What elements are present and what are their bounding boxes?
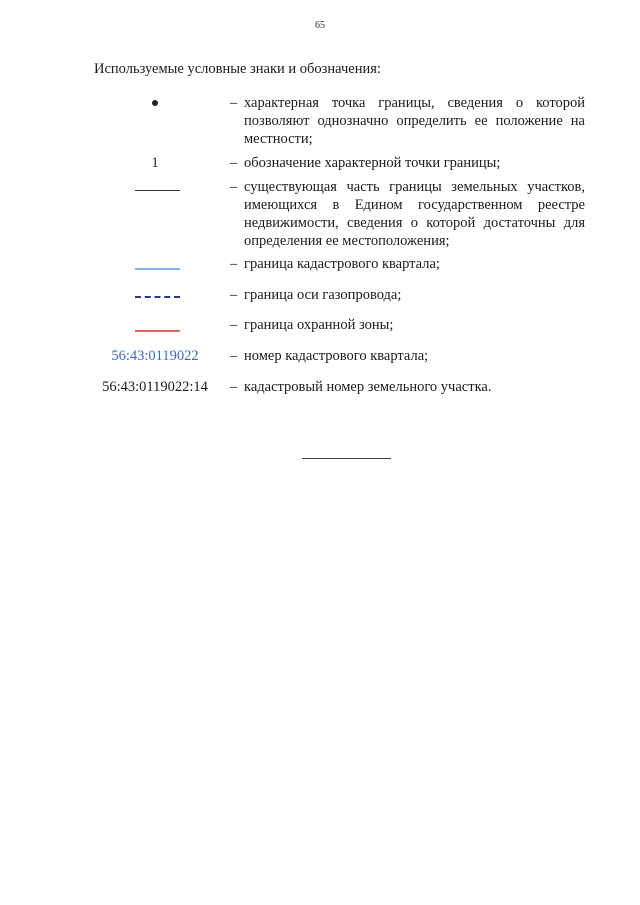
legend-dash: – <box>230 155 238 171</box>
legend-symbol <box>80 286 230 304</box>
blue-line-icon <box>135 268 180 270</box>
quarter-number-sample: 56:43:0119022 <box>111 348 199 364</box>
dashed-line-icon <box>135 296 180 298</box>
legend-row-quarter-number <box>80 347 585 365</box>
legend-heading: Используемые условные знаки и обозначения: <box>94 61 381 77</box>
legend-symbol <box>80 378 230 396</box>
legend-symbol <box>80 94 230 112</box>
legend-dash: – <box>230 287 238 303</box>
legend-description: характерная точка границы, сведения о которой позволяют однозначно определить ее положение на местности; <box>244 95 585 147</box>
legend-symbol <box>80 255 230 273</box>
parcel-number-sample: 56:43:0119022:14 <box>102 379 208 395</box>
legend-description: существующая часть границы земельных участков, имеющихся в Едином государственном реестре недвижимости, сведения о которой достаточны для определения ее местоположения; <box>244 179 585 249</box>
legend-description: номер кадастрового квартала; <box>244 348 429 364</box>
legend-description: кадастровый номер земельного участка. <box>244 379 492 395</box>
legend-row-gas-pipeline <box>80 286 585 304</box>
closing-rule <box>302 458 391 459</box>
legend-symbol <box>80 316 230 334</box>
legend-dash: – <box>230 179 238 195</box>
legend-row-existing-boundary <box>80 178 585 250</box>
legend-description: граница оси газопровода; <box>244 287 402 303</box>
legend-dash: – <box>230 256 238 272</box>
legend-row-quarter-boundary <box>80 255 585 273</box>
legend-dash: – <box>230 348 238 364</box>
legend-description: граница охранной зоны; <box>244 317 394 333</box>
legend-row-parcel-number <box>80 378 585 396</box>
legend-dash: – <box>230 379 238 395</box>
point-label-sample: 1 <box>151 155 159 171</box>
legend-row-point <box>80 94 585 148</box>
legend-symbol <box>80 178 230 196</box>
legend-row-point-label <box>80 154 585 172</box>
legend-symbol <box>80 347 230 365</box>
legend-dash: – <box>230 95 238 111</box>
legend-dash: – <box>230 317 238 333</box>
legend-description: граница кадастрового квартала; <box>244 256 440 272</box>
dot-icon <box>152 100 158 106</box>
legend-symbol <box>80 154 230 172</box>
red-line-icon <box>135 330 180 332</box>
legend-row-protection-zone <box>80 316 585 334</box>
legend-description: обозначение характерной точки границы; <box>244 155 501 171</box>
black-line-icon <box>135 190 180 191</box>
page-number: 65 <box>315 20 325 31</box>
